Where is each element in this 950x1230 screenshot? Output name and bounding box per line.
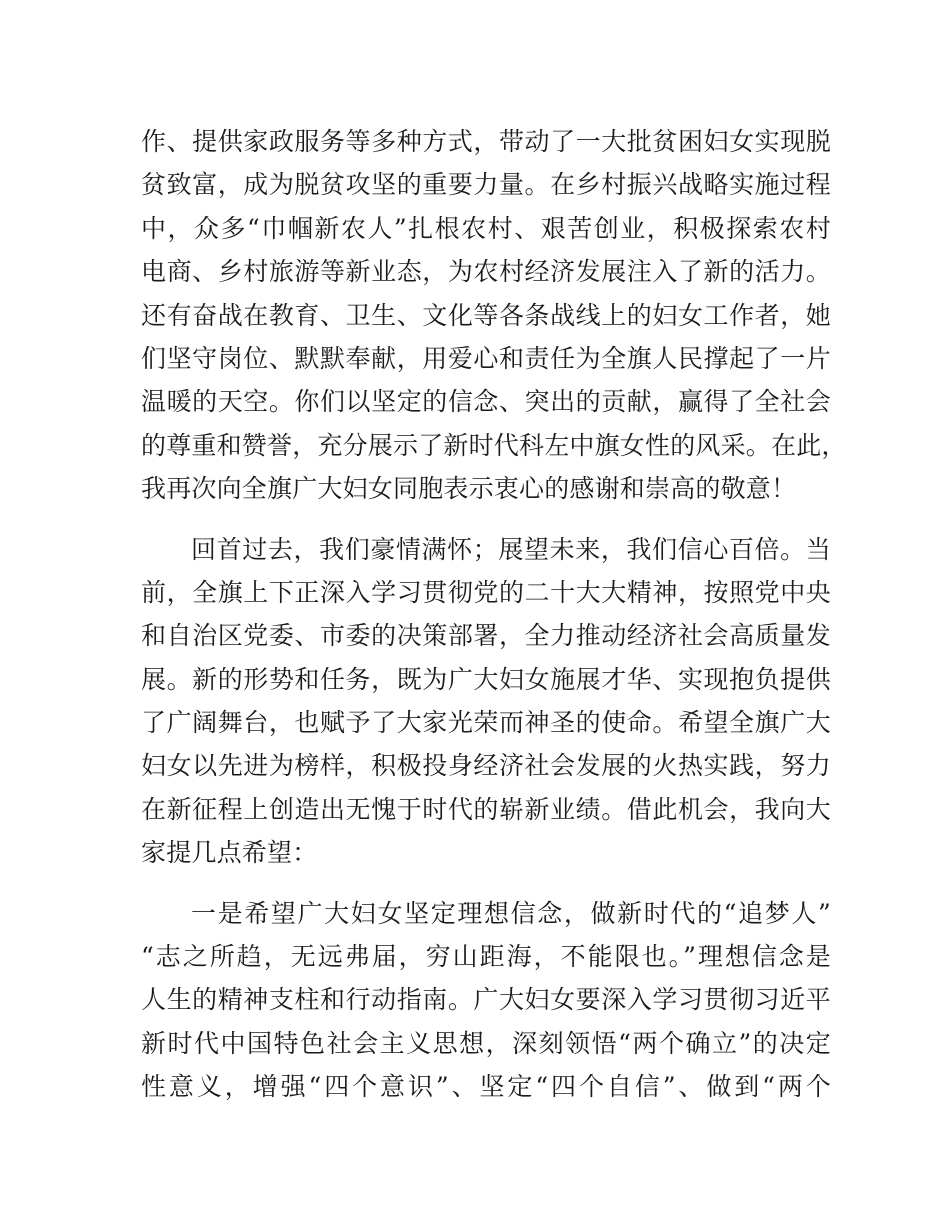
paragraph-spacer (141, 511, 831, 528)
text-line: 展。新的形势和任务，既为广大妇女施展才华、实现抱负提供 (141, 664, 831, 694)
text-line: 在新征程上创造出无愧于时代的崭新业绩。借此机会，我向大 (141, 794, 831, 824)
text-line: 回首过去，我们豪情满怀；展望未来，我们信心百倍。当 (191, 534, 831, 564)
text-line: 的尊重和赞誉，充分展示了新时代科左中旗女性的风采。在此， (141, 430, 847, 460)
text-line: 还有奋战在教育、卫生、文化等各条战线上的妇女工作者，她 (141, 300, 831, 330)
text-line: 我再次向全旗广大妇女同胞表示衷心的感谢和崇高的敬意！ (141, 474, 797, 504)
text-line: 作、提供家政服务等多种方式，带动了一大批贫困妇女实现脱 (141, 127, 831, 156)
paragraph-spacer (141, 875, 831, 892)
paragraph-3 (141, 892, 831, 1109)
text-line: 贫致富，成为脱贫攻坚的重要力量。在乡村振兴战略实施过程 (141, 170, 831, 200)
text-line: 了广阔舞台，也赋予了大家光荣而神圣的使命。希望全旗广大 (141, 708, 831, 738)
text-line: 妇女以先进为榜样，积极投身经济社会发展的火热实践，努力 (141, 751, 831, 781)
text-line: “志之所趋，无远弗届，穷山距海，不能限也。”理想信念是 (141, 942, 831, 972)
text-line: 家提几点希望： (141, 838, 318, 868)
text-line: 性意义，增强“四个意识”、坚定“四个自信”、做到“两个 (141, 1072, 831, 1102)
paragraph-2 (141, 528, 831, 875)
text-line: 新时代中国特色社会主义思想，深刻领悟“两个确立”的决定 (141, 1028, 831, 1058)
document-body (141, 120, 847, 1109)
paragraph-1 (141, 120, 847, 511)
text-line: 电商、乡村旅游等新业态，为农村经济发展注入了新的活力。 (141, 257, 831, 287)
text-line: 中，众多“巾帼新农人”扎根农村、艰苦创业，积极探索农村 (141, 213, 831, 243)
text-line: 一是希望广大妇女坚定理想信念，做新时代的“追梦人” (191, 898, 831, 928)
text-line: 们坚守岗位、默默奉献，用爱心和责任为全旗人民撑起了一片 (141, 343, 831, 373)
text-line: 温暖的天空。你们以坚定的信念、突出的贡献，赢得了全社会 (141, 387, 831, 417)
text-line: 前，全旗上下正深入学习贯彻党的二十大大精神，按照党中央 (141, 577, 831, 607)
text-line: 人生的精神支柱和行动指南。广大妇女要深入学习贯彻习近平 (141, 985, 831, 1015)
text-line: 和自治区党委、市委的决策部署，全力推动经济社会高质量发 (141, 621, 831, 651)
